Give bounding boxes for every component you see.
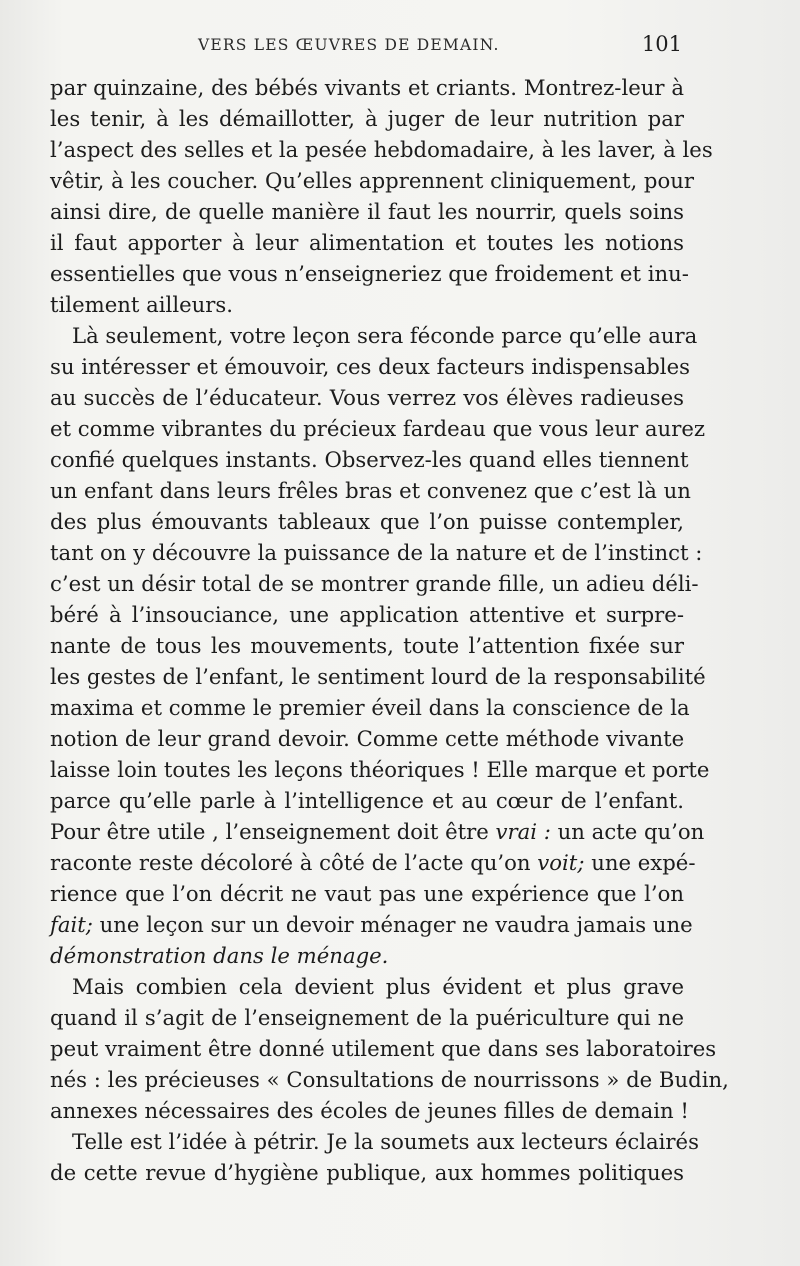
text-segment: de cette revue d’hygiène publique, aux hommes politiques (50, 1160, 684, 1185)
text-line (50, 785, 684, 816)
text-segment: les tenir, à les démaillotter, à juger de leur nutrition par (50, 106, 684, 131)
text-segment: Là seulement, votre leçon sera féconde parce qu’elle aura (72, 323, 698, 348)
page-number: 101 (641, 32, 682, 56)
text-line (50, 537, 703, 568)
text-line (50, 568, 699, 599)
text-segment: peut vraiment être donné utilement que dans ses laboratoires (50, 1036, 717, 1061)
text-line (50, 444, 689, 475)
text-line (50, 1095, 689, 1126)
text-segment: c’est un désir total de se montrer grande fille, un adieu déli- (50, 571, 699, 596)
text-line (50, 506, 684, 537)
italic-text: vrai : (495, 819, 551, 844)
text-line (50, 630, 684, 661)
body-text (50, 72, 729, 1188)
text-segment: raconte reste décoloré à côté de l’acte qu’on (50, 850, 538, 875)
text-segment: su intéresser et émouvoir, ces deux facteurs indispensables (50, 354, 690, 379)
text-line (50, 599, 684, 630)
text-line (50, 320, 698, 351)
text-segment: et comme vibrantes du précieux fardeau que vous leur aurez (50, 416, 706, 441)
text-segment: par quinzaine, des bébés vivants et criants. Montrez-leur à (50, 75, 684, 100)
text-line (50, 1064, 729, 1095)
text-line (50, 227, 684, 258)
text-line (50, 1126, 699, 1157)
text-line (50, 971, 684, 1002)
text-line (50, 878, 684, 909)
text-segment: une expé- (584, 850, 696, 875)
text-line (50, 940, 684, 971)
text-line (50, 475, 691, 506)
text-segment: ainsi dire, de quelle manière il faut les nourrir, quels soins (50, 199, 684, 224)
text-line (50, 1157, 684, 1188)
text-segment: Pour être utile , l’enseignement doit être (50, 819, 496, 844)
text-segment: tilement ailleurs. (50, 292, 234, 317)
text-line (50, 289, 684, 320)
text-segment: vêtir, à les coucher. Qu’elles apprennent cliniquement, pour (50, 168, 695, 193)
text-line (50, 413, 706, 444)
text-segment: rience que l’on décrit ne vaut pas une expérience que l’on (50, 881, 684, 906)
text-line (50, 692, 690, 723)
text-segment: nés : les précieuses « Consultations de nourrissons » de Budin, (50, 1067, 729, 1092)
text-line (50, 754, 710, 785)
text-line (50, 196, 684, 227)
text-line (50, 661, 706, 692)
text-line (50, 103, 684, 134)
text-segment: notion de leur grand devoir. Comme cette méthode vivante (50, 726, 685, 751)
text-line (50, 351, 690, 382)
italic-text: démonstration dans le ménage. (50, 943, 389, 968)
text-line (50, 816, 705, 847)
text-segment: confié quelques instants. Observez-les quand elles tiennent (50, 447, 689, 472)
text-line (50, 72, 684, 103)
text-segment: un acte qu’on (550, 819, 705, 844)
text-segment: un enfant dans leurs frêles bras et convenez que c’est là un (50, 478, 691, 503)
text-segment: tant on y découvre la puissance de la nature et de l’instinct : (50, 540, 703, 565)
text-segment: les gestes de l’enfant, le sentiment lourd de la responsabilité (50, 664, 706, 689)
text-line (50, 134, 713, 165)
page-header (50, 34, 682, 60)
text-segment: parce qu’elle parle à l’intelligence et au cœur de l’enfant. (50, 788, 684, 813)
text-segment: Mais combien cela devient plus évident et plus grave (72, 974, 684, 999)
text-segment: maxima et comme le premier éveil dans la conscience de la (50, 695, 690, 720)
italic-text: voit; (537, 850, 585, 875)
text-segment: des plus émouvants tableaux que l’on puisse contempler, (50, 509, 684, 534)
text-segment: annexes nécessaires des écoles de jeunes filles de demain ! (50, 1098, 689, 1123)
text-segment: quand il s’agit de l’enseignement de la puériculture qui ne (50, 1005, 684, 1030)
running-title: VERS LES ŒUVRES DE DEMAIN. (198, 36, 500, 54)
text-line (50, 165, 695, 196)
text-line (50, 723, 684, 754)
text-segment: une leçon sur un devoir ménager ne vaudra jamais une (92, 912, 693, 937)
text-line (50, 258, 689, 289)
text-line (50, 847, 696, 878)
text-segment: l’aspect des selles et la pesée hebdomadaire, à les laver, à les (50, 137, 713, 162)
text-line (50, 382, 684, 413)
italic-text: fait; (50, 912, 93, 937)
text-segment: au succès de l’éducateur. Vous verrez vos élèves radieuses (50, 385, 684, 410)
text-segment: Telle est l’idée à pétrir. Je la soumets aux lecteurs éclairés (72, 1129, 699, 1154)
text-segment: nante de tous les mouvements, toute l’attention fixée sur (50, 633, 684, 658)
text-segment: laisse loin toutes les leçons théoriques ! Elle marque et porte (50, 757, 710, 782)
text-line (50, 1002, 684, 1033)
text-segment: béré à l’insouciance, une application attentive et surpre- (50, 602, 684, 627)
text-line (50, 1033, 717, 1064)
text-segment: il faut apporter à leur alimentation et toutes les notions (50, 230, 684, 255)
text-segment: essentielles que vous n’enseigneriez que froidement et inu- (50, 261, 689, 286)
text-line (50, 909, 693, 940)
